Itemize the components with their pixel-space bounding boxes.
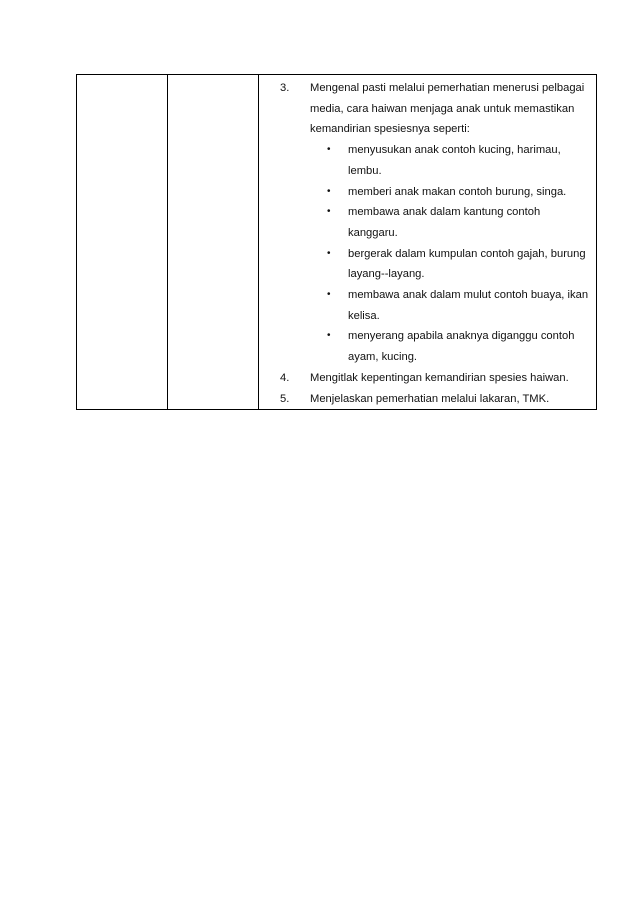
table-cell-empty-1: [77, 75, 168, 410]
bullet-list: [310, 140, 590, 368]
bullet-icon: •: [327, 330, 331, 342]
bullet-text: menyerang apabila anaknya diganggu contoh ayam, kucing.: [348, 330, 575, 364]
objective-item-4: [259, 368, 596, 389]
bullet-item: [310, 326, 590, 367]
bullet-icon: •: [327, 206, 331, 218]
item-text: Menjelaskan pemerhatian melalui lakaran, TMK.: [310, 392, 550, 405]
bullet-item: [310, 244, 590, 285]
bullet-item: [310, 202, 590, 243]
table-row: [77, 75, 597, 410]
objective-item-3: [259, 78, 596, 368]
learning-objectives: [259, 75, 596, 409]
bullet-icon: •: [327, 247, 331, 259]
bullet-text: memberi anak makan contoh burung, singa.: [348, 185, 567, 198]
bullet-item: [310, 285, 590, 326]
item-number: 4.: [280, 371, 290, 384]
bullet-icon: •: [327, 289, 331, 301]
bullet-text: menyusukan anak contoh kucing, harimau, lembu.: [348, 144, 561, 177]
bullet-icon: •: [327, 185, 331, 197]
item-text: Mengenal pasti melalui pemerhatian menerusi pelbagai media, cara haiwan menjaga anak untuk memastikan kemandirian spesiesnya seperti:: [310, 82, 585, 136]
table-cell-content: [259, 75, 597, 410]
item-text: Mengitlak kepentingan kemandirian spesies haiwan.: [310, 371, 569, 384]
item-number: 5.: [280, 392, 290, 405]
bullet-text: membawa anak dalam mulut contoh buaya, ikan kelisa.: [348, 289, 589, 322]
bullet-text: bergerak dalam kumpulan contoh gajah, burung layang--layang.: [348, 247, 586, 281]
lesson-table: [76, 74, 597, 410]
table-cell-empty-2: [168, 75, 259, 410]
bullet-item: [310, 140, 590, 181]
item-number: 3.: [280, 82, 290, 94]
bullet-icon: •: [327, 144, 331, 156]
bullet-item: [310, 182, 590, 203]
objective-item-5: [259, 389, 596, 410]
bullet-text: membawa anak dalam kantung contoh kanggaru.: [348, 206, 541, 239]
